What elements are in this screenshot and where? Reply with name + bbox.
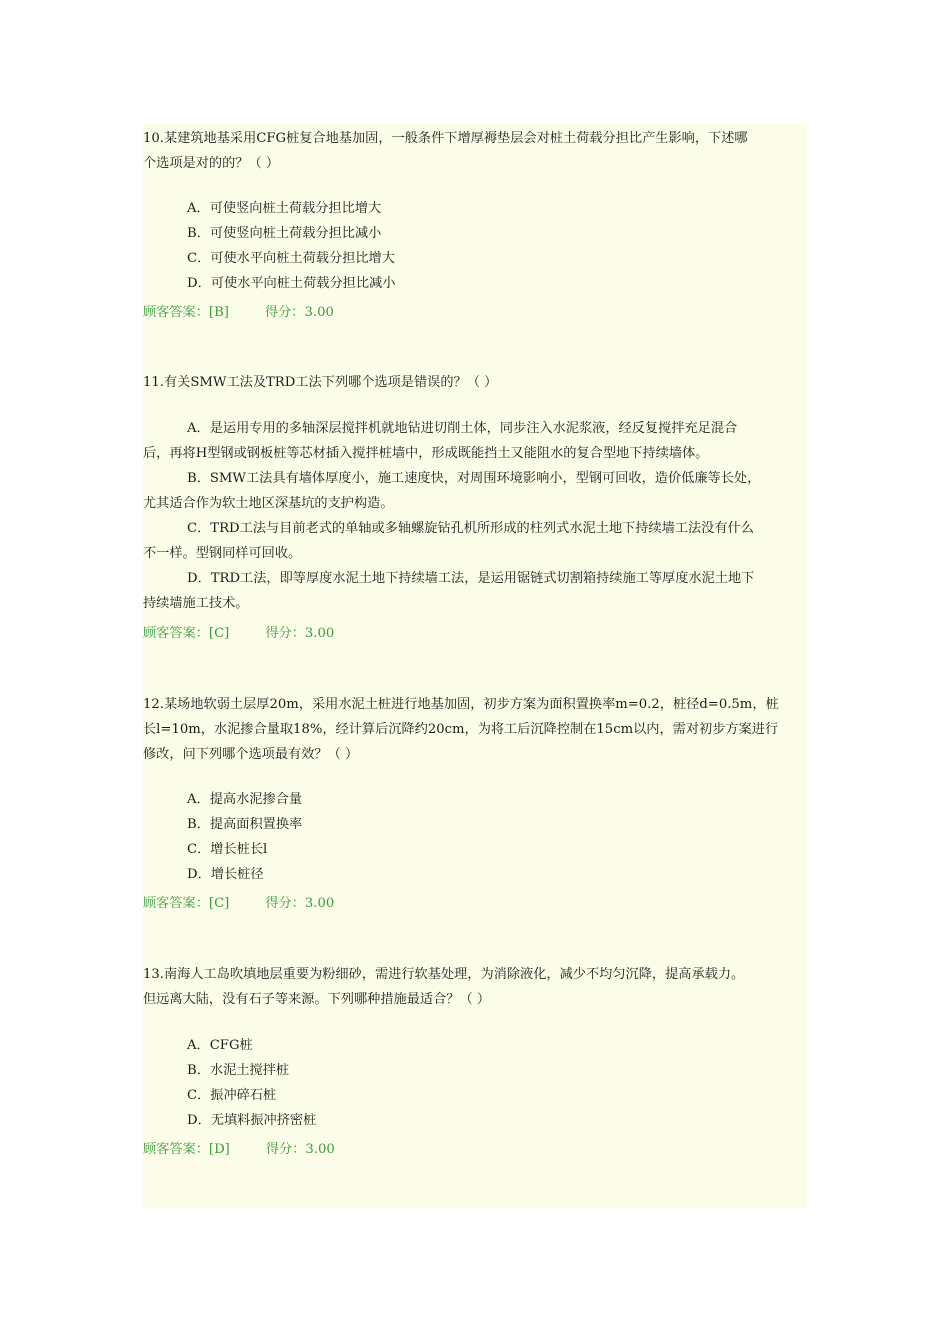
question-text-line: 12.某场地软弱土层厚20m，采用水泥土桩进行地基加固，初步方案为面积置换率m=0.2，桩径d=0.5m，桩 <box>143 697 779 712</box>
option-a: A．提高水泥掺合量 <box>187 792 303 807</box>
option-c: C．振冲碎石桩 <box>187 1088 277 1103</box>
option-a: A．可使竖向桩土荷载分担比增大 <box>187 201 382 216</box>
option-d: D．TRD工法，即等厚度水泥土地下持续墙工法，是运用锯链式切割箱持续施工等厚度水泥土地下 <box>187 571 755 586</box>
option-d: D．无填料振冲挤密桩 <box>187 1113 317 1128</box>
question-text-line: 长l=10m，水泥掺合量取18%，经计算后沉降约20cm，为将工后沉降控制在15cm以内，需对初步方案进行 <box>143 722 779 737</box>
options-10 <box>143 196 807 296</box>
question-11 <box>143 370 807 395</box>
content-panel <box>143 124 807 1208</box>
option-d-cont: 持续墙施工技术。 <box>143 596 249 611</box>
option-b: B．SMW工法具有墙体厚度小，施工速度快，对周围环境影响小，型钢可回收，造价低廉等长处， <box>187 471 761 486</box>
customer-answer: 顾客答案：[B] <box>143 305 229 320</box>
option-d: D．可使水平向桩土荷载分担比减小 <box>187 276 396 291</box>
score: 得分：3.00 <box>265 896 335 911</box>
options-11 <box>143 416 807 616</box>
option-b: B．可使竖向桩土荷载分担比减小 <box>187 226 382 241</box>
answer-row-10 <box>143 300 807 325</box>
answer-row-11 <box>143 621 807 646</box>
options-12 <box>143 787 807 887</box>
option-a: A．CFG桩 <box>187 1038 253 1053</box>
score: 得分：3.00 <box>264 305 334 320</box>
option-a: A．是运用专用的多轴深层搅拌机就地钻进切削土体，同步注入水泥浆液，经反复搅拌充足混合 <box>187 421 738 436</box>
question-text-line: 13.南海人工岛吹填地层重要为粉细砂，需进行软基处理，为消除液化，减少不均匀沉降，提高承载力。 <box>143 967 745 982</box>
customer-answer: 顾客答案：[C] <box>143 626 230 641</box>
score: 得分：3.00 <box>265 1142 335 1157</box>
question-13 <box>143 962 807 1012</box>
option-b-cont: 尤其适合作为软土地区深基坑的支护构造。 <box>143 496 394 511</box>
option-b: B．水泥土搅拌桩 <box>187 1063 290 1078</box>
option-c: C．可使水平向桩土荷载分担比增大 <box>187 251 395 266</box>
option-c: C．增长桩长l <box>187 842 268 857</box>
option-b: B．提高面积置换率 <box>187 817 303 832</box>
option-d: D．增长桩径 <box>187 867 264 882</box>
answer-row-13 <box>143 1137 807 1162</box>
option-c-cont: 不一样。型钢同样可回收。 <box>143 546 302 561</box>
customer-answer: 顾客答案：[D] <box>143 1142 230 1157</box>
question-text-line: 10.某建筑地基采用CFG桩复合地基加固，一般条件下增厚褥垫层会对桩土荷载分担比产生影响，下述哪 <box>143 131 748 146</box>
option-c: C．TRD工法与目前老式的单轴或多轴螺旋钻孔机所形成的柱列式水泥土地下持续墙工法没有什么 <box>187 521 754 536</box>
question-text-line: 修改，问下列哪个选项最有效？（ ） <box>143 747 359 762</box>
options-13 <box>143 1033 807 1133</box>
question-text-line: 11.有关SMW工法及TRD工法下列哪个选项是错误的？（ ） <box>143 375 498 390</box>
option-a-cont: 后，再将H型钢或钢板桩等芯材插入搅拌桩墙中，形成既能挡土又能阻水的复合型地下持续墙体。 <box>143 446 709 461</box>
question-12 <box>143 692 807 767</box>
question-text-line: 但远离大陆，没有石子等来源。下列哪种措施最适合？（ ） <box>143 992 491 1007</box>
answer-row-12 <box>143 891 807 916</box>
score: 得分：3.00 <box>265 626 335 641</box>
customer-answer: 顾客答案：[C] <box>143 896 230 911</box>
question-10 <box>143 126 807 176</box>
question-text-line: 个选项是对的的？（ ） <box>143 156 280 171</box>
